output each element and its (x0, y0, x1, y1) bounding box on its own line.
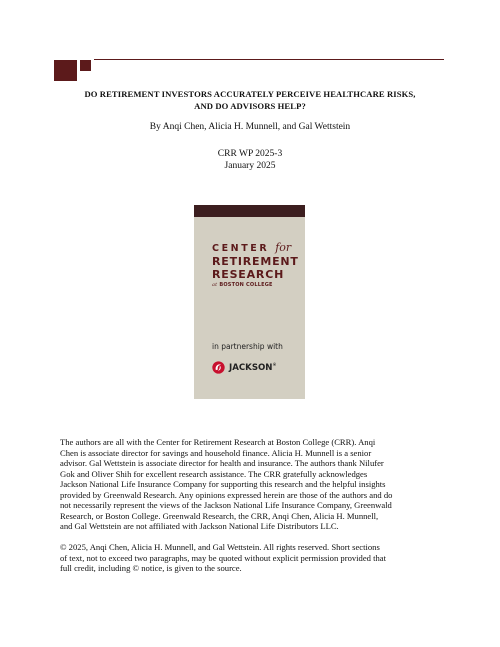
text-line: Chen is associate director for savings and household finance. Alicia H. Munnell is a senior (60, 447, 372, 458)
text-line: and Gal Wettstein are not affiliated with Jackson National Life Distributors LLC. (60, 521, 339, 531)
jackson-wordmark: JACKSON (229, 362, 273, 373)
body-text (60, 437, 446, 574)
text-line: Research, or Boston College. Greenwald Research, the CRR, Anqi Chen, Alicia H. Munnell, (60, 510, 379, 521)
paper-info (40, 148, 460, 172)
crr-logo (212, 241, 299, 289)
text-line: Jackson National Life Insurance Company for supporting this research and the helpful insights (60, 479, 386, 489)
header-rule (94, 59, 444, 60)
logo-for-text: for (275, 241, 292, 254)
header-square-large (54, 60, 77, 81)
crr-logo-panel (194, 205, 305, 399)
text-line: full credit, including © notice, is given to the source. (60, 563, 242, 573)
text-line: © 2025, Anqi Chen, Alicia H. Munnell, and Gal Wettstein. All rights reserved. Short sections (60, 542, 380, 552)
logo-at-text: at (212, 282, 218, 288)
working-paper-number: CRR WP 2025-3 (217, 149, 283, 159)
logo-retirement-text: RETIREMENT (212, 255, 299, 268)
text-line: advisor. Gal Wettstein is associate director for health and insurance. The authors thank Nilufer (60, 458, 384, 468)
partnership-text: in partnership with (212, 342, 283, 351)
title-line-1: DO RETIREMENT INVESTORS ACCURATELY PERCEIVE HEALTHCARE RISKS, (84, 89, 416, 99)
text-line: of text, not to exceed two paragraphs, may be quoted without explicit permission provided that (60, 552, 387, 563)
logo-boston-college-text: BOSTON COLLEGE (219, 282, 273, 288)
logo-top-band (194, 205, 305, 217)
paper-title (40, 88, 460, 112)
text-line: Gok and Oliver Shih for excellent research assistance. The CRR gratefully acknowledges (60, 468, 368, 479)
header-square-small (80, 60, 91, 71)
logo-center-text: CENTER (212, 243, 270, 254)
author-line: By Anqi Chen, Alicia H. Munnell, and Gal Wettstein (149, 122, 351, 132)
logo-research-text: RESEARCH (212, 268, 285, 281)
text-line: not necessarily represent the views of the Jackson National Life Insurance Company, Greenwald (60, 500, 392, 510)
jackson-logo (212, 361, 277, 374)
copyright-paragraph (60, 542, 446, 574)
author-note-paragraph (60, 437, 446, 532)
title-line-2: AND DO ADVISORS HELP? (194, 101, 306, 111)
jackson-registered-mark: ® (272, 362, 277, 368)
text-line: The authors are all with the Center for Retirement Research at Boston College (CRR). Anqi (60, 437, 376, 447)
jackson-swirl-icon (212, 361, 225, 374)
text-line: provided by Greenwald Research. Any opinions expressed herein are those of the authors and do (60, 489, 393, 500)
publication-date: January 2025 (224, 161, 276, 171)
